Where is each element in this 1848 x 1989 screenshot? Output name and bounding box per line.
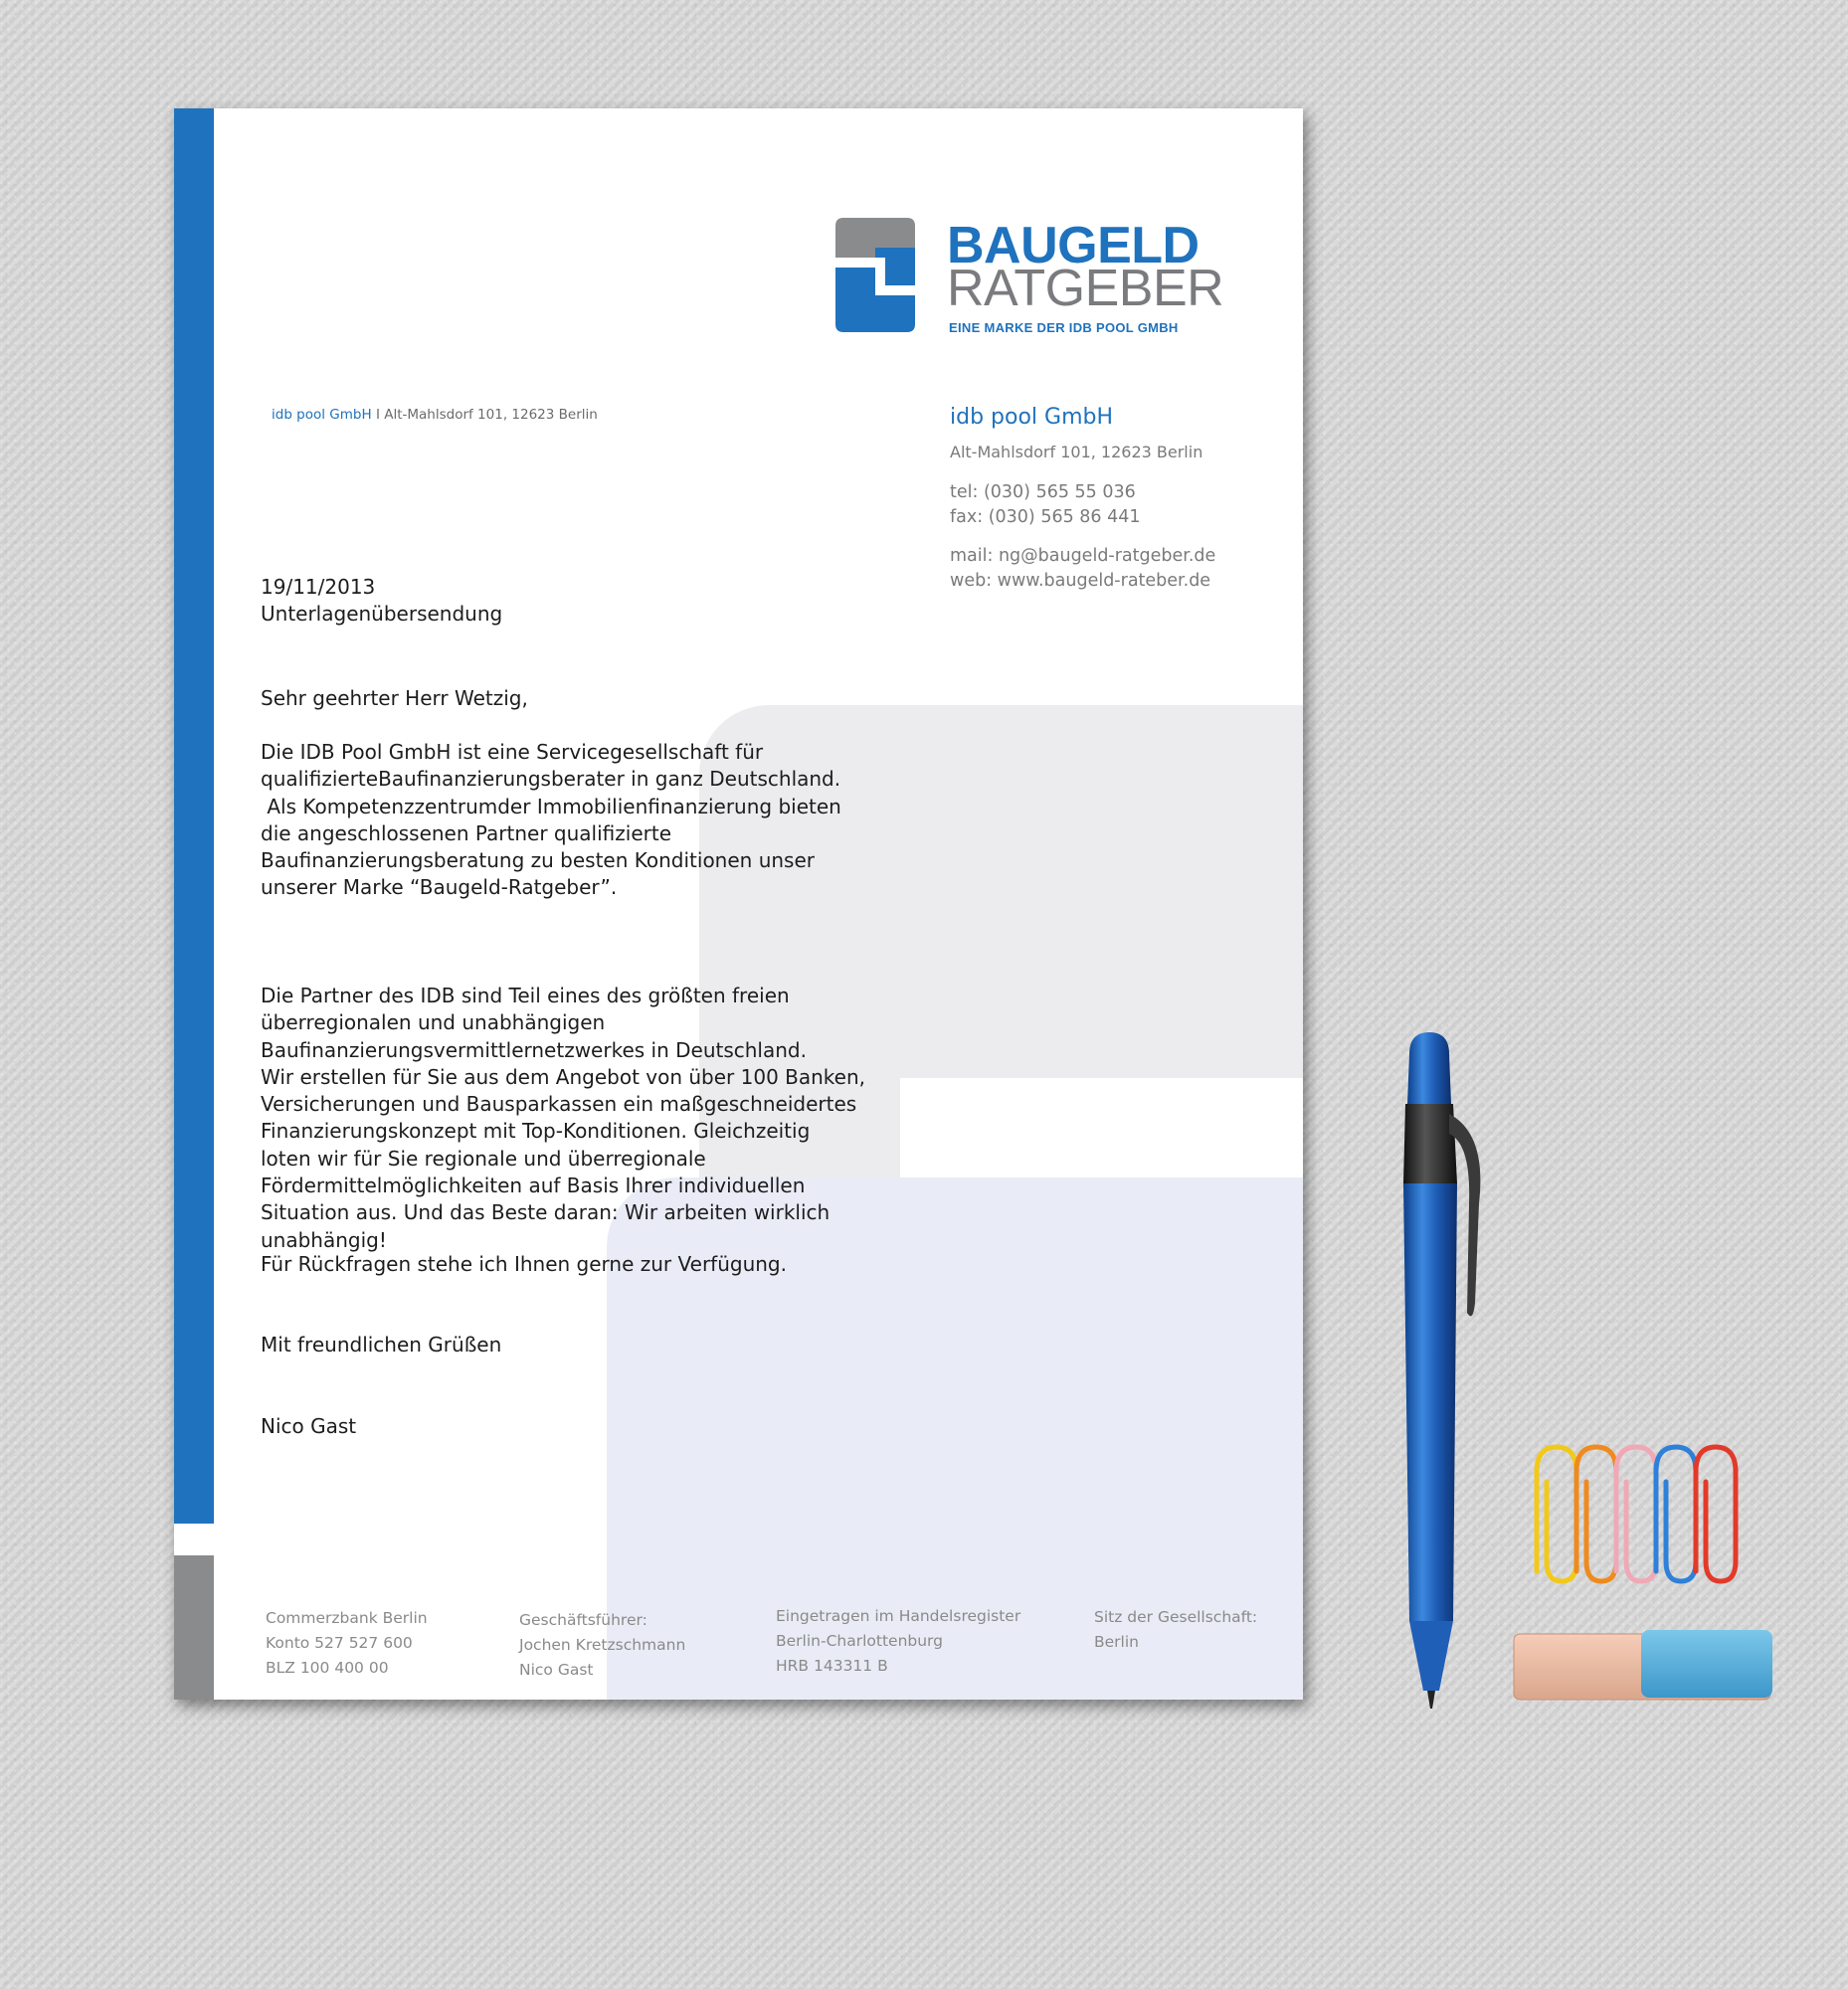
contact-tel: tel: (030) 565 55 036 xyxy=(950,482,1136,502)
paragraph-line: Baufinanzierungsvermittlernetzwerkes in Deutschland. xyxy=(261,1037,807,1062)
logo-mark-icon xyxy=(835,218,915,332)
logo-title-line2: RATGEBER xyxy=(947,260,1224,317)
footer-seat xyxy=(1094,1605,1257,1655)
paragraph-line: die angeschlossenen Partner qualifizierte xyxy=(261,820,671,845)
paragraph-line: überregionalen und unabhängigen xyxy=(261,1010,606,1035)
sender-company: idb pool GmbH xyxy=(272,407,372,423)
footer-line: Commerzbank Berlin xyxy=(266,1609,428,1627)
footer-line: BLZ 100 400 00 xyxy=(266,1659,389,1677)
paragraph-line: loten wir für Sie regionale und überregionale xyxy=(261,1146,706,1171)
footer-line: Konto 527 527 600 xyxy=(266,1634,413,1652)
paragraph-line: unserer Marke “Baugeld-Ratgeber”. xyxy=(261,875,618,900)
paragraph-line: qualifizierteBaufinanzierungsberater in ganz Deutschland. xyxy=(261,767,841,792)
eraser-icon xyxy=(1512,1626,1775,1708)
paragraph-line: Als Kompetenzzentrumder Immobilienfinanzierung bieten xyxy=(261,794,841,818)
footer-line: Jochen Kretzschmann xyxy=(519,1636,686,1654)
footer-line: Nico Gast xyxy=(519,1661,594,1679)
letter-salutation: Sehr geehrter Herr Wetzig, xyxy=(261,686,528,710)
contact-block xyxy=(950,405,1215,608)
footer-line: Berlin-Charlottenburg xyxy=(776,1632,943,1650)
letter-subject: Unterlagenübersendung xyxy=(261,602,503,627)
paperclips-icon xyxy=(1527,1442,1756,1591)
footer-line: Eingetragen im Handelsregister xyxy=(776,1607,1021,1625)
logo-tagline: EINE MARKE DER IDB POOL GMBH xyxy=(949,320,1179,335)
sender-address: I Alt-Mahlsdorf 101, 12623 Berlin xyxy=(375,407,598,423)
paragraph-line: Versicherungen und Bausparkassen ein maßgeschneidertes xyxy=(261,1092,857,1117)
letter-paragraph-2 xyxy=(261,983,865,1254)
paragraph-line: Finanzierungskonzept mit Top-Konditionen. Gleichzeitig xyxy=(261,1119,811,1144)
letter-closing-greeting: Mit freundlichen Grüßen xyxy=(261,1333,502,1356)
contact-fax: fax: (030) 565 86 441 xyxy=(950,507,1141,527)
footer-line: Geschäftsführer: xyxy=(519,1611,647,1629)
letter-signer: Nico Gast xyxy=(261,1414,357,1438)
contact-address: Alt-Mahlsdorf 101, 12623 Berlin xyxy=(950,443,1203,461)
paragraph-line: Die Partner des IDB sind Teil eines des größten freien xyxy=(261,984,790,1007)
logo-title-line1: BAUGELD xyxy=(947,217,1200,274)
contact-company: idb pool GmbH xyxy=(950,405,1114,430)
paragraph-line: Baufinanzierungsberatung zu besten Konditionen unser xyxy=(261,848,815,873)
left-gray-bar xyxy=(174,1555,214,1700)
footer-line: Sitz der Gesellschaft: xyxy=(1094,1608,1258,1626)
paragraph-line: Fördermittelmöglichkeiten auf Basis Ihrer individuellen xyxy=(261,1174,806,1198)
sender-address-line xyxy=(272,407,598,423)
letter-page xyxy=(174,108,1303,1700)
footer-management xyxy=(519,1608,685,1683)
paragraph-line: Wir erstellen für Sie aus dem Angebot von über 100 Banken, xyxy=(261,1064,866,1089)
paragraph-line: Situation aus. Und das Beste daran: Wir arbeiten wirklich xyxy=(261,1200,831,1225)
left-blue-bar xyxy=(174,108,214,1524)
contact-mail: mail: ng@baugeld-ratgeber.de xyxy=(950,546,1216,566)
footer-line: HRB 143311 B xyxy=(776,1657,888,1675)
footer-register xyxy=(776,1604,1020,1679)
contact-web: web: www.baugeld-rateber.de xyxy=(950,571,1211,591)
footer-line: Berlin xyxy=(1094,1633,1139,1651)
letter-closing-request: Für Rückfragen stehe ich Ihnen gerne zur Verfügung. xyxy=(261,1252,787,1276)
letter-date: 19/11/2013 xyxy=(261,575,376,599)
letter-date-subject xyxy=(261,574,502,629)
paragraph-line: Die IDB Pool GmbH ist eine Servicegesellschaft für xyxy=(261,740,764,764)
pen-icon xyxy=(1387,1024,1492,1711)
letter-paragraph-1 xyxy=(261,739,841,902)
paragraph-line: unabhängig! xyxy=(261,1227,387,1252)
footer-bank xyxy=(266,1606,428,1681)
